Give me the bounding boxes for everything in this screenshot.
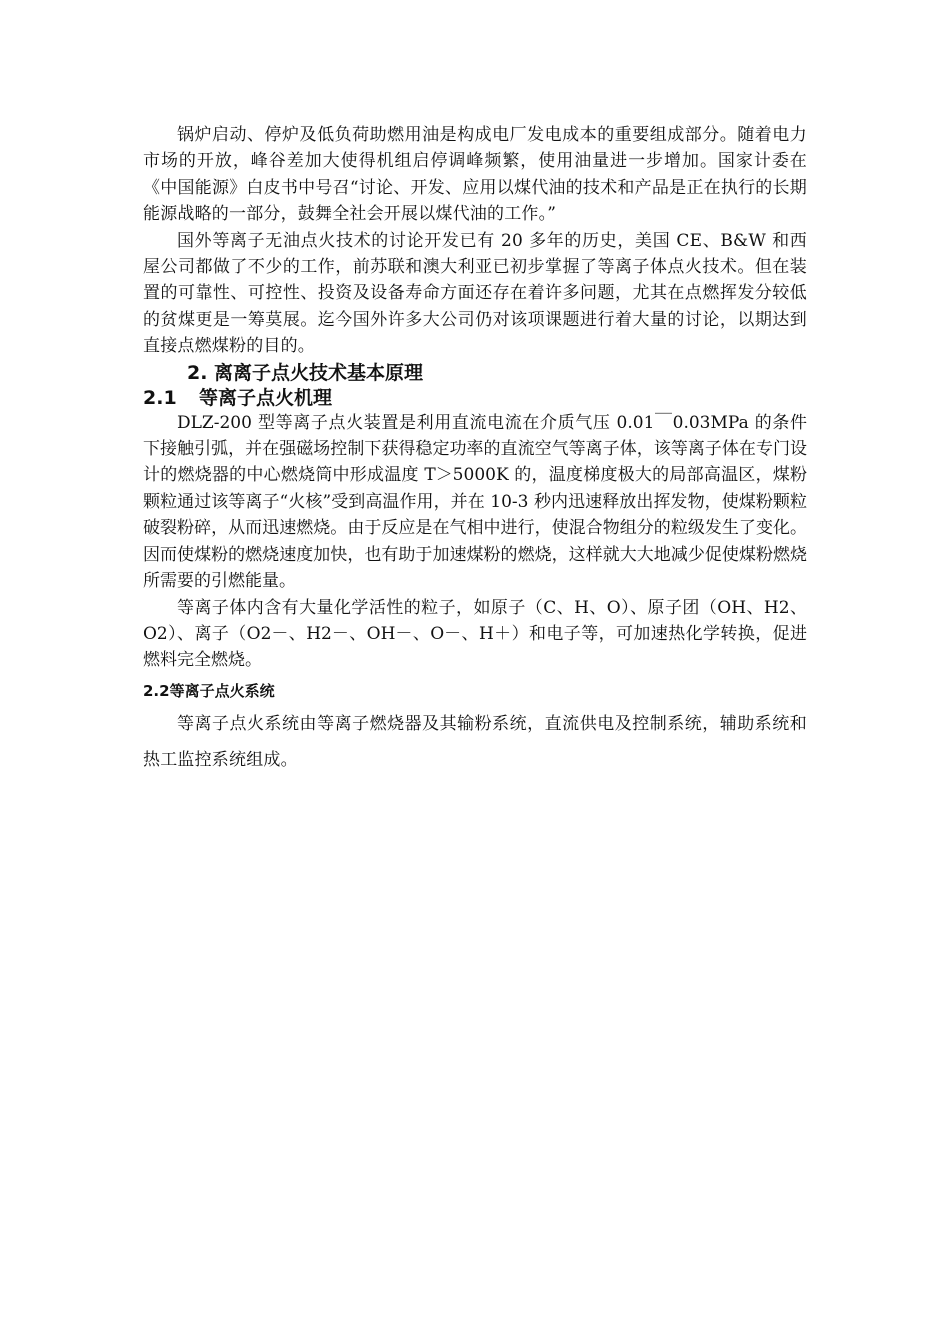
document-body bbox=[143, 122, 807, 778]
intro-paragraph-2: 国外等离子无油点火技术的讨论开发已有 20 多年的历史，美国 CE、B&W 和西屋公司都做了不少的工作，前苏联和澳大利亚已初步掌握了等离子体点火技术。但在装置的可靠性、可控性、投资及设备寿命方面还存在着许多问题，尤其在点燃挥发分较低的贫煤更是一筹莫展。迄今国外许多大公司仍对该项课题进行着大量的讨论，以期达到直接点燃煤粉的目的。 bbox=[143, 230, 807, 357]
section-heading-2: 2. 离离子点火技术基本原理 bbox=[187, 361, 424, 384]
mechanism-paragraph-1: DLZ-200 型等离子点火装置是利用直流电流在介质气压 0.01￣0.03MPa 的条件下接触引弧，并在强磁场控制下获得稳定功率的直流空气等离子体，该等离子体在专门设计的燃烧器的中心燃烧筒中形成温度 T＞5000K 的，温度梯度极大的局部高温区，煤粉颗粒通过该等离子“火核”受到高温作用，并在 10-3 秒内迅速释放出挥发物，使煤粉颗粒破裂粉碎，从而迅速燃烧。由于反应是在气相中进行，使混合物组分的粒级发生了变化。因而使煤粉的燃烧速度加快，也有助于加速煤粉的燃烧，这样就大大地减少促使煤粉燃烧所需要的引燃能量。 bbox=[143, 412, 807, 592]
mechanism-paragraph-2: 等离子体内含有大量化学活性的粒子，如原子（C、H、O）、原子团（OH、H2、O2）、离子（O2－、H2－、OH－、O－、H＋）和电子等，可加速热化学转换，促进燃料完全燃烧。 bbox=[143, 597, 807, 671]
intro-paragraph-1: 锅炉启动、停炉及低负荷助燃用油是构成电厂发电成本的重要组成部分。随着电力市场的开放，峰谷差加大使得机组启停调峰频繁，使用油量进一步增加。国家计委在《中国能源》白皮书中号召“讨论、开发、应用以煤代油的技术和产品是正在执行的长期能源战略的一部分，鼓舞全社会开展以煤代油的工作。” bbox=[143, 125, 807, 225]
section-number-2-1: 2.1 bbox=[143, 386, 177, 409]
system-paragraph: 等离子点火系统由等离子燃烧器及其输粉系统，直流供电及控制系统，辅助系统和热工监控系统组成。 bbox=[143, 713, 807, 770]
section-title-2-1: 等离子点火机理 bbox=[199, 386, 333, 409]
section-heading-2-2: 2.2等离子点火系统 bbox=[143, 681, 275, 700]
section-heading-2-1 bbox=[143, 386, 807, 410]
